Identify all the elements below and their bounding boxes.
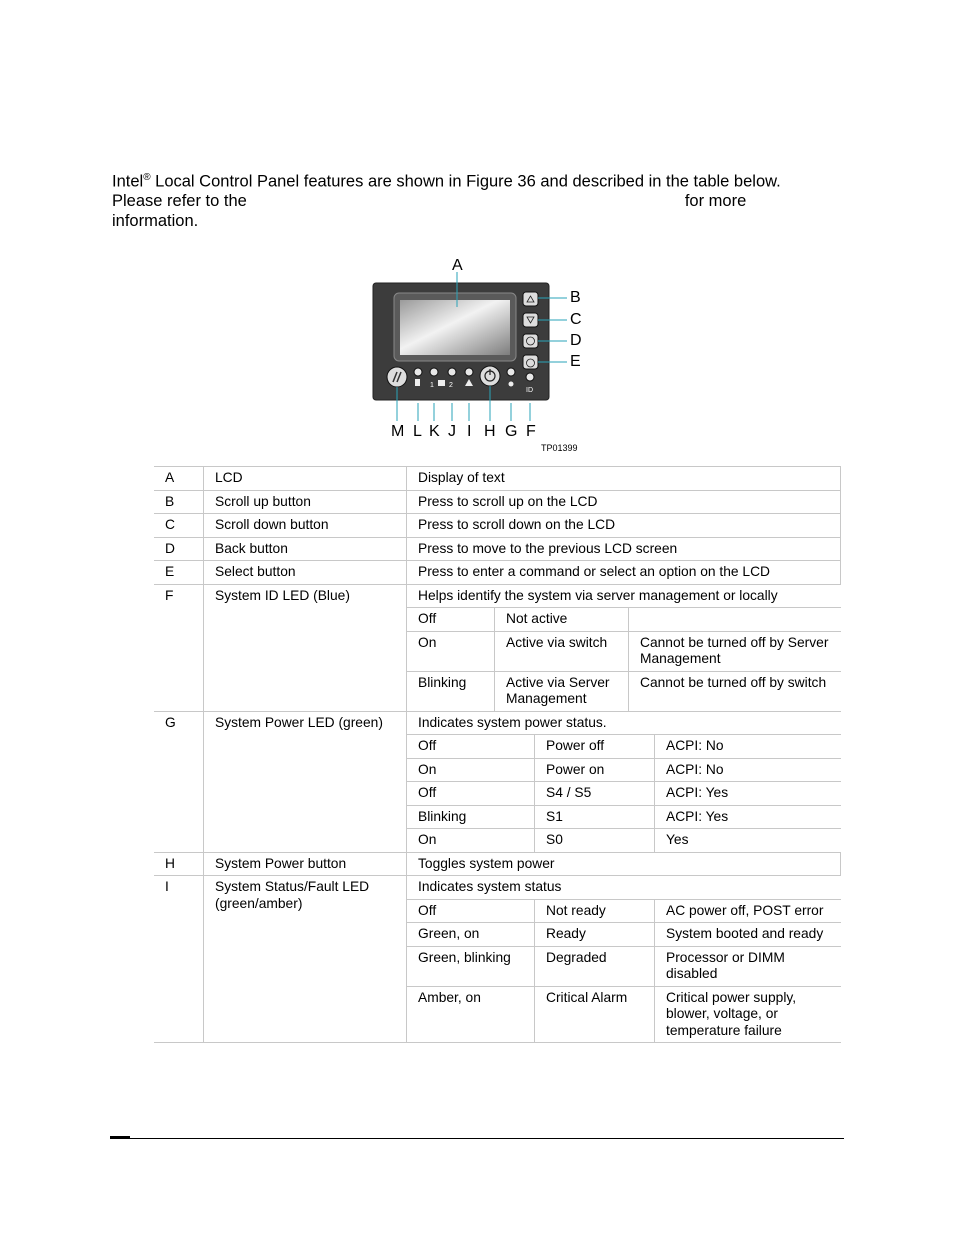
state-row xyxy=(407,946,841,986)
row-key: H xyxy=(154,852,204,876)
row-name: LCD xyxy=(204,467,407,491)
callout-f: F xyxy=(526,423,536,440)
state-note xyxy=(629,608,841,632)
row-name: Select button xyxy=(204,561,407,585)
row-description: Toggles system power xyxy=(407,852,841,876)
callout-a: A xyxy=(452,257,463,274)
state-note: System booted and ready xyxy=(655,923,841,947)
state-row xyxy=(407,986,841,1042)
table-row xyxy=(154,467,841,491)
state-row xyxy=(407,758,841,782)
callout-j: J xyxy=(448,423,456,440)
lcd-screen xyxy=(400,300,510,355)
state-note: Cannot be turned off by Server Management xyxy=(629,631,841,671)
table-row xyxy=(154,514,841,538)
state-value: Off xyxy=(407,735,535,759)
row-description xyxy=(407,584,841,711)
callout-h: H xyxy=(484,423,496,440)
state-value: Off xyxy=(407,899,535,923)
intro-line-3: information. xyxy=(112,211,199,230)
led-i xyxy=(465,368,473,376)
state-row xyxy=(407,608,841,632)
table-row xyxy=(154,876,841,1043)
state-meaning: Ready xyxy=(535,923,655,947)
scroll-down-button xyxy=(523,313,538,327)
state-meaning: Not ready xyxy=(535,899,655,923)
callout-c: C xyxy=(570,311,582,328)
row-name: System Power LED (green) xyxy=(204,711,407,852)
callout-i: I xyxy=(467,423,472,440)
nic-button xyxy=(387,367,407,387)
table-row xyxy=(154,584,841,711)
row-key: B xyxy=(154,490,204,514)
state-row xyxy=(407,671,841,711)
row-key: A xyxy=(154,467,204,491)
row-name: Back button xyxy=(204,537,407,561)
footer-rule xyxy=(110,1138,844,1139)
row-description: Press to enter a command or select an option on the LCD xyxy=(407,561,841,585)
table-row xyxy=(154,711,841,852)
state-note: ACPI: No xyxy=(655,758,841,782)
features-table xyxy=(154,466,841,1043)
control-panel-figure xyxy=(360,255,620,465)
state-note: ACPI: No xyxy=(655,735,841,759)
row-description: Press to scroll down on the LCD xyxy=(407,514,841,538)
svg-text:ID: ID xyxy=(526,387,533,394)
row-description xyxy=(407,711,841,852)
scroll-up-button xyxy=(523,292,538,306)
row-name: System Status/Fault LED (green/amber) xyxy=(204,876,407,1043)
callout-k: K xyxy=(429,423,440,440)
led-f xyxy=(526,373,534,381)
state-value: On xyxy=(407,631,495,671)
row-name: System Power button xyxy=(204,852,407,876)
state-meaning: S1 xyxy=(535,805,655,829)
state-row xyxy=(407,631,841,671)
state-value: Off xyxy=(407,608,495,632)
figure-caption: TP01399 xyxy=(541,443,578,453)
back-button xyxy=(523,334,538,348)
state-row xyxy=(407,829,841,852)
led-j xyxy=(448,368,456,376)
callout-e: E xyxy=(570,353,581,370)
led-k xyxy=(430,368,438,376)
state-value: On xyxy=(407,829,535,852)
footer-mark xyxy=(110,1136,130,1139)
state-value: Blinking xyxy=(407,671,495,711)
row-description-text: Indicates system power status. xyxy=(418,714,607,730)
table-row xyxy=(154,561,841,585)
state-meaning: Active via switch xyxy=(495,631,629,671)
state-note: ACPI: Yes xyxy=(655,805,841,829)
state-note: AC power off, POST error xyxy=(655,899,841,923)
state-meaning: S4 / S5 xyxy=(535,782,655,806)
row-name: System ID LED (Blue) xyxy=(204,584,407,711)
state-row xyxy=(407,735,841,759)
row-key: G xyxy=(154,711,204,852)
state-note: Critical power supply, blower, voltage, or temperature failure xyxy=(655,986,841,1042)
state-row xyxy=(407,805,841,829)
state-note: ACPI: Yes xyxy=(655,782,841,806)
row-description xyxy=(407,876,841,1043)
callout-l: L xyxy=(413,423,422,440)
state-note: Yes xyxy=(655,829,841,852)
row-key: I xyxy=(154,876,204,1043)
callout-b: B xyxy=(570,289,581,306)
callout-d: D xyxy=(570,332,582,349)
row-description-text: Indicates system status xyxy=(418,879,562,894)
row-name: Scroll down button xyxy=(204,514,407,538)
state-note: Processor or DIMM disabled xyxy=(655,946,841,986)
intro-paragraph xyxy=(112,168,832,231)
state-row xyxy=(407,923,841,947)
row-name: Scroll up button xyxy=(204,490,407,514)
table-row xyxy=(154,852,841,876)
row-key: D xyxy=(154,537,204,561)
state-meaning: Critical Alarm xyxy=(535,986,655,1042)
state-subtable xyxy=(407,585,841,711)
row-key: C xyxy=(154,514,204,538)
row-description-text: Helps identify the system via server management or locally xyxy=(418,587,778,603)
led-g xyxy=(507,368,515,376)
state-value: Off xyxy=(407,782,535,806)
state-value: Amber, on xyxy=(407,986,535,1042)
callout-m: M xyxy=(391,423,405,440)
row-description: Press to move to the previous LCD screen xyxy=(407,537,841,561)
svg-text:2: 2 xyxy=(449,382,453,389)
callout-g: G xyxy=(505,423,518,440)
state-meaning: Not active xyxy=(495,608,629,632)
row-description: Display of text xyxy=(407,467,841,491)
intro-line-2: Please refer to the for more xyxy=(112,192,747,210)
svg-text:1: 1 xyxy=(430,382,434,389)
state-value: Blinking xyxy=(407,805,535,829)
state-note: Cannot be turned off by switch xyxy=(629,671,841,711)
row-description: Press to scroll up on the LCD xyxy=(407,490,841,514)
state-meaning: Power on xyxy=(535,758,655,782)
row-key: E xyxy=(154,561,204,585)
row-key: F xyxy=(154,584,204,711)
state-subtable xyxy=(407,876,841,1042)
intro-line-1: Intel® Local Control Panel features are shown in Figure 36 and described in the table below. xyxy=(112,172,781,191)
state-value: Green, blinking xyxy=(407,946,535,986)
state-meaning: S0 xyxy=(535,829,655,852)
state-value: On xyxy=(407,758,535,782)
state-meaning: Degraded xyxy=(535,946,655,986)
state-row xyxy=(407,782,841,806)
state-value: Green, on xyxy=(407,923,535,947)
led-l xyxy=(414,368,422,376)
state-row xyxy=(407,899,841,923)
table-row xyxy=(154,537,841,561)
table-row xyxy=(154,490,841,514)
state-meaning: Active via Server Management xyxy=(495,671,629,711)
state-meaning: Power off xyxy=(535,735,655,759)
state-subtable xyxy=(407,712,841,852)
